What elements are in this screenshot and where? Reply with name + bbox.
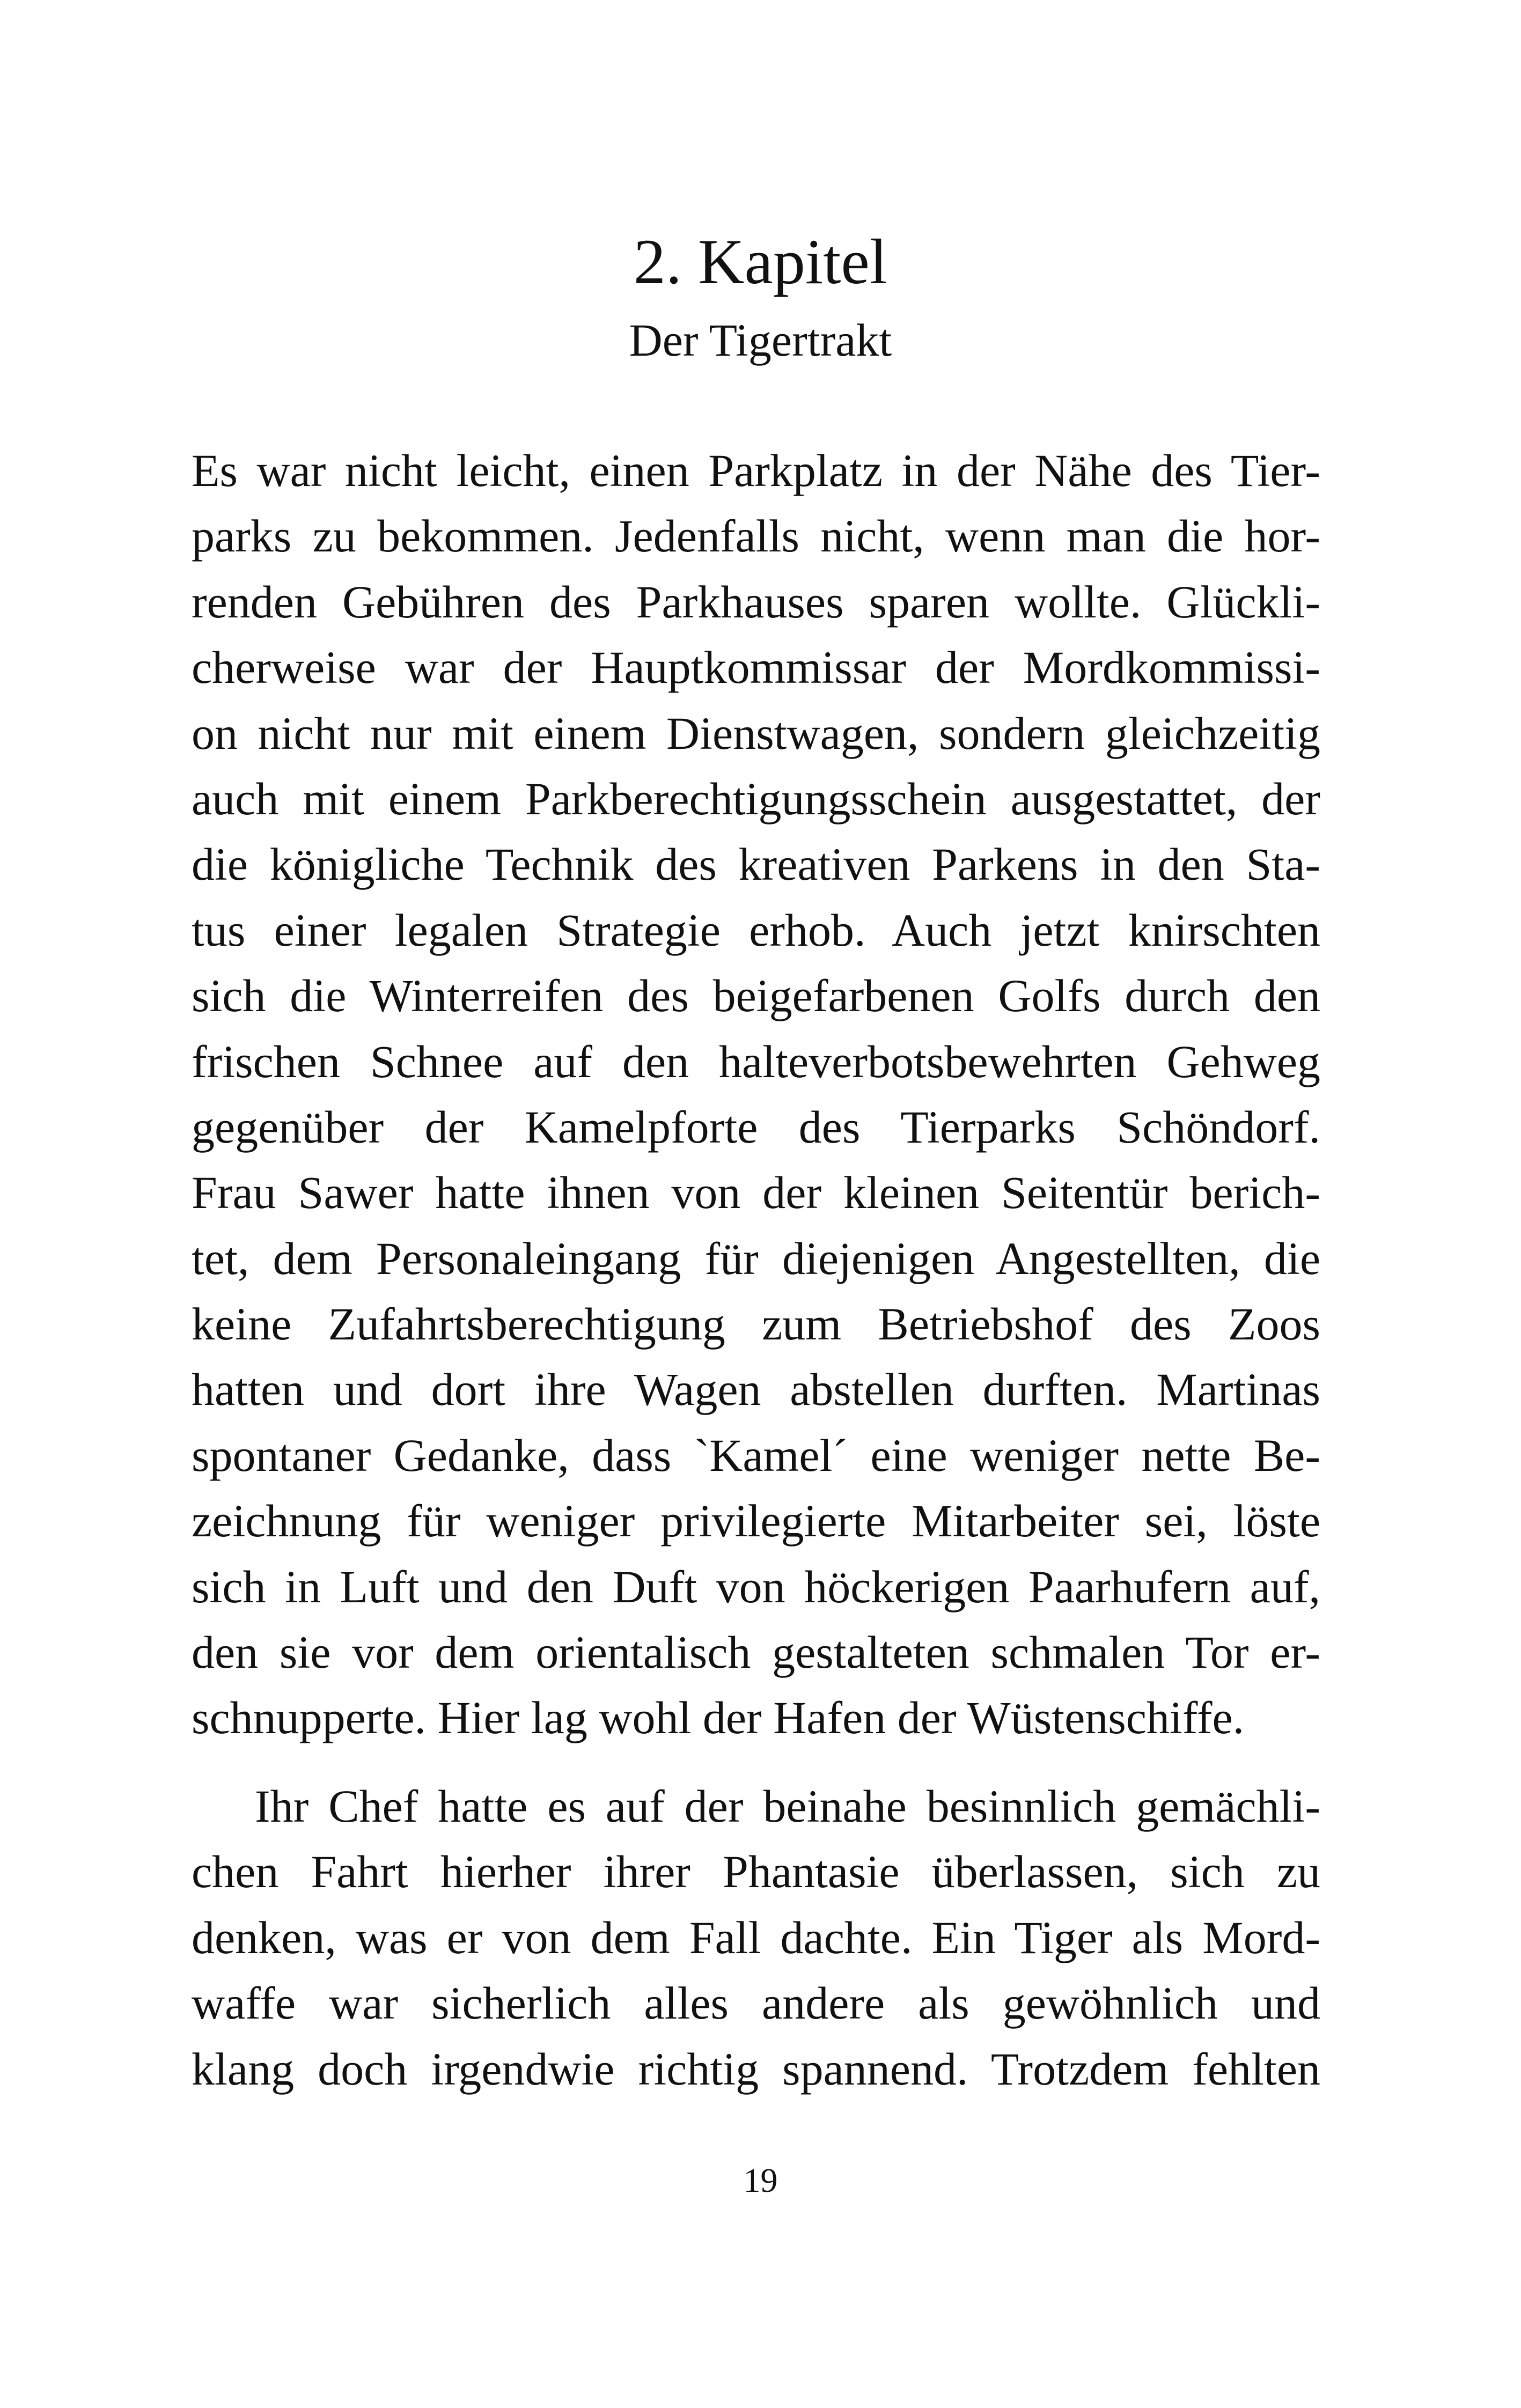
text-line: frischen Schnee auf den halteverbotsbewehrten Gehweg bbox=[192, 1035, 1320, 1087]
chapter-number: 2. Kapitel bbox=[633, 226, 888, 297]
chapter-title: Der Tigertrakt bbox=[629, 314, 892, 366]
text-line: klang doch irgendwie richtig spannend. Trotzdem fehlten bbox=[192, 2043, 1320, 2095]
text-line: die königliche Technik des kreativen Parkens in den Sta- bbox=[192, 838, 1320, 890]
text-line: sich die Winterreifen des beigefarbenen Golfs durch den bbox=[192, 970, 1320, 1022]
text-line: tus einer legalen Strategie erhob. Auch jetzt knirschten bbox=[192, 904, 1320, 956]
text-line: Ihr Chef hatte es auf der beinahe besinnlich gemächli- bbox=[255, 1780, 1320, 1832]
text-line: auch mit einem Parkberechtigungsschein ausgestattet, der bbox=[192, 772, 1320, 824]
text-line: chen Fahrt hierher ihrer Phantasie überlassen, sich zu bbox=[192, 1846, 1320, 1898]
text-line: on nicht nur mit einem Dienstwagen, sondern gleichzeitig bbox=[192, 707, 1320, 759]
text-line: cherweise war der Hauptkommissar der Mordkommissi- bbox=[192, 642, 1320, 694]
text-line: parks zu bekommen. Jedenfalls nicht, wenn man die hor- bbox=[192, 510, 1320, 562]
text-line: tet, dem Personaleingang für diejenigen Angestellten, die bbox=[192, 1232, 1320, 1284]
text-line: zeichnung für weniger privilegierte Mitarbeiter sei, löste bbox=[192, 1495, 1320, 1547]
text-line: den sie vor dem orientalisch gestalteten schmalen Tor er- bbox=[192, 1626, 1320, 1678]
paragraph-1 bbox=[192, 438, 1320, 1751]
text-line: denken, was er von dem Fall dachte. Ein Tiger als Mord- bbox=[192, 1911, 1320, 1963]
text-line: hatten und dort ihre Wagen abstellen durften. Martinas bbox=[192, 1364, 1320, 1416]
text-line: keine Zufahrtsberechtigung zum Betriebshof des Zoos bbox=[192, 1298, 1320, 1350]
text-line: schnupperte. Hier lag wohl der Hafen der Wüstenschiffe. bbox=[192, 1692, 1245, 1744]
text-line: sich in Luft und den Duft von höckerigen Paarhufern auf, bbox=[192, 1560, 1320, 1612]
text-line: waffe war sicherlich alles andere als gewöhnlich und bbox=[192, 1977, 1320, 2029]
text-line: Frau Sawer hatte ihnen von der kleinen Seitentür berich- bbox=[192, 1167, 1320, 1219]
text-line: gegenüber der Kamelpforte des Tierparks Schöndorf. bbox=[192, 1101, 1320, 1153]
page-number: 19 bbox=[743, 2161, 778, 2199]
text-line: spontaner Gedanke, dass `Kamel´ eine weniger nette Be- bbox=[192, 1429, 1320, 1481]
text-line: renden Gebühren des Parkhauses sparen wollte. Glückli- bbox=[192, 576, 1320, 628]
paragraph-2 bbox=[192, 1773, 1320, 2102]
text-line: Es war nicht leicht, einen Parkplatz in der Nähe des Tier- bbox=[192, 445, 1320, 496]
